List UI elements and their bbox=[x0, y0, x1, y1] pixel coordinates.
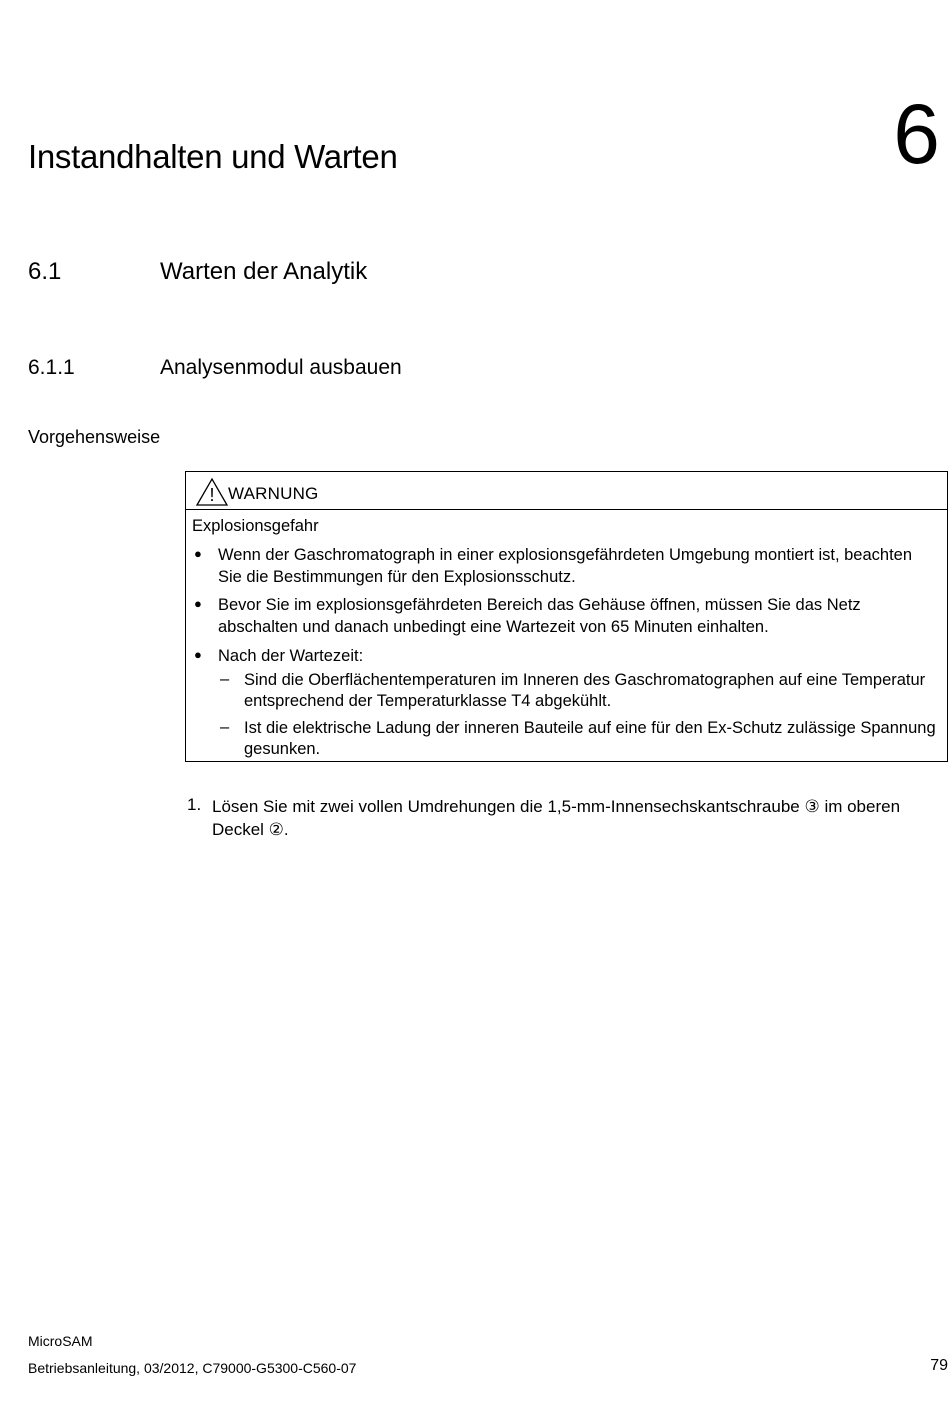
list-item-text: Wenn der Gaschromatograph in einer explosionsgefährdeten Umgebung montiert ist, beachten Sie die Bestimmungen für den Explosionsschutz. bbox=[218, 546, 913, 586]
list-item-text: Nach der Wartezeit: bbox=[218, 647, 364, 665]
bullet-icon: ● bbox=[194, 596, 202, 611]
subsection-title: Analysenmodul ausbauen bbox=[160, 356, 402, 379]
footer-document: Betriebsanleitung, 03/2012, C79000-G5300-C560-07 bbox=[28, 1360, 357, 1376]
page-number: 79 bbox=[930, 1357, 948, 1374]
warning-box bbox=[185, 471, 948, 762]
list-item-text: Bevor Sie im explosionsgefährdeten Bereich das Gehäuse öffnen, müssen Sie das Netz abschalten und danach unbedingt eine Wartezeit von 65 Minuten einhalten. bbox=[218, 596, 861, 636]
hazard-title: Explosionsgefahr bbox=[192, 517, 319, 535]
bullet-icon: ● bbox=[194, 647, 202, 662]
chapter-number: 6 bbox=[893, 87, 940, 181]
section-number: 6.1 bbox=[28, 258, 62, 285]
section-title: Warten der Analytik bbox=[160, 258, 368, 285]
dash-icon: – bbox=[220, 718, 230, 736]
warning-triangle-icon bbox=[195, 477, 229, 507]
bullet-icon: ● bbox=[194, 546, 202, 561]
dash-icon: – bbox=[220, 670, 230, 688]
procedure-heading: Vorgehensweise bbox=[28, 427, 161, 447]
subsection-number: 6.1.1 bbox=[28, 356, 75, 379]
footer-product: MicroSAM bbox=[28, 1333, 93, 1349]
svg-text:!: ! bbox=[209, 485, 215, 505]
chapter-title: Instandhalten und Warten bbox=[28, 138, 398, 175]
step-number: 1. bbox=[187, 795, 202, 814]
warning-label: WARNUNG bbox=[228, 484, 319, 503]
step-text: Lösen Sie mit zwei vollen Umdrehungen die 1,5-mm-Innensechskantschraube ③ im oberen Deckel ②. bbox=[212, 797, 901, 839]
sub-list-item-text: Sind die Oberflächentemperaturen im Inneren des Gaschromatographen auf eine Temperatur entsprechend der Temperaturklasse T4 abgekühlt. bbox=[244, 671, 926, 710]
sub-list-item-text: Ist die elektrische Ladung der inneren Bauteile auf eine für den Ex-Schutz zulässige Spannung gesunken. bbox=[244, 719, 936, 758]
warning-header bbox=[186, 472, 947, 510]
